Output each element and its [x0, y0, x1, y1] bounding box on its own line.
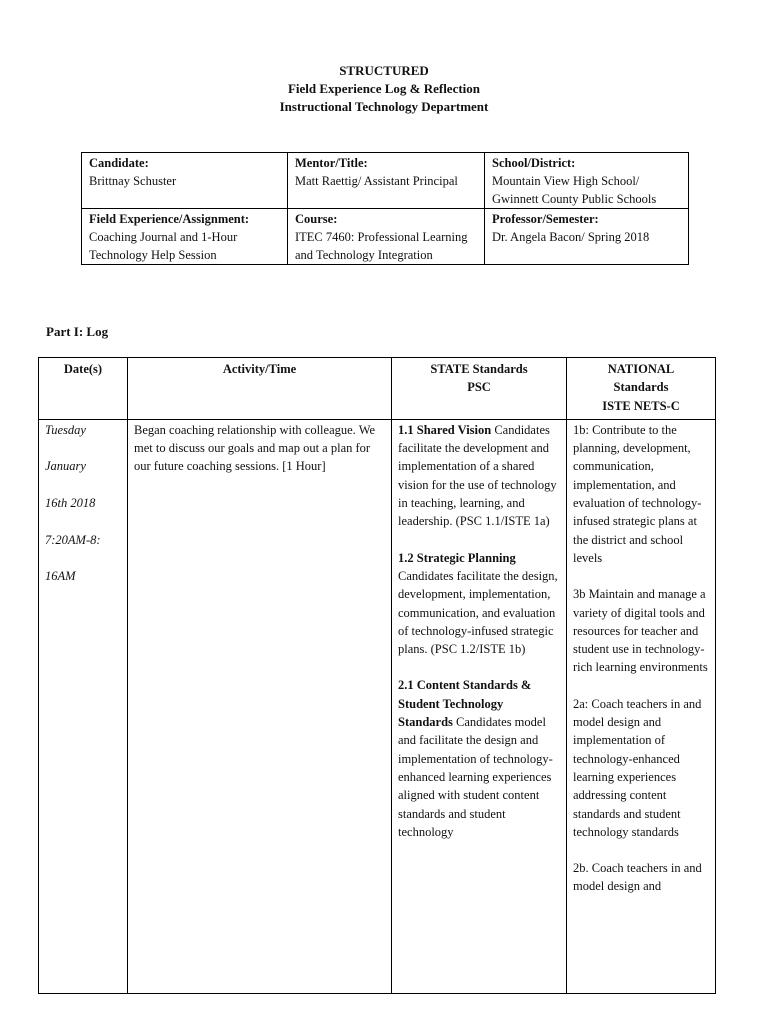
state-standards-cell: [392, 419, 567, 993]
professor-value: Dr. Angela Bacon/ Spring 2018: [492, 230, 650, 244]
state-header: [392, 358, 567, 420]
date-cell: [39, 419, 128, 993]
national-standard: 1b: Contribute to the planning, development, communication, implementation, and evaluation of technology-infused strategic plans at the district and school levels: [573, 422, 702, 565]
activity-cell: [128, 419, 392, 993]
log-table: [38, 357, 716, 994]
course-cell: [288, 209, 485, 265]
activity-header-label: Activity/Time: [222, 362, 297, 376]
field-cell: [82, 209, 288, 265]
state-standard: [398, 549, 560, 659]
activity-text: Began coaching relationship with colleague. We met to discuss our goals and map out a plan for our future coaching sessions. [1 Hour]: [134, 422, 376, 474]
national-standards-cell: [567, 419, 716, 993]
national-header: [567, 358, 716, 420]
national-standard: 2b. Coach teachers in and model design and: [573, 861, 702, 894]
date-line: 16AM: [45, 569, 76, 584]
log-header-row: [39, 358, 716, 420]
school-value: Mountain View High School/ Gwinnett County Public Schools: [492, 174, 657, 206]
course-value: ITEC 7460: Professional Learning and Technology Integration: [295, 230, 468, 262]
dates-header-label: Date(s): [63, 362, 103, 376]
mentor-label: Mentor/Title:: [295, 156, 368, 170]
date-line: Tuesday: [45, 422, 86, 437]
national-header-line-3: ISTE NETS-C: [602, 398, 680, 413]
header-line-1: STRUCTURED: [339, 63, 429, 78]
mentor-cell: [288, 153, 485, 209]
school-cell: [485, 153, 689, 209]
date-line: January: [45, 459, 86, 474]
state-standard: [398, 676, 560, 841]
professor-label: Professor/Semester:: [492, 212, 599, 226]
dates-header: [39, 358, 128, 420]
state-standard-text: Candidates model and facilitate the design and implementation of technology-enhanced learning experiences aligned with student content standards and student technology: [398, 715, 553, 839]
info-row-1: [82, 153, 689, 209]
activity-header: [128, 358, 392, 420]
candidate-value: Brittnay Schuster: [89, 174, 177, 188]
field-value: Coaching Journal and 1-Hour Technology Help Session: [89, 230, 238, 262]
school-label: School/District:: [492, 156, 576, 170]
state-standard-text: Candidates facilitate the development and implementation of a shared vision for the use of technology in teaching, learning, and leadership. (PSC 1.1/ISTE 1a): [398, 422, 557, 529]
part-title: Part I: Log: [46, 324, 109, 339]
date-line: 7:20AM-8:: [45, 532, 101, 547]
info-row-2: [82, 209, 689, 265]
header-line-3: Instructional Technology Department: [279, 99, 489, 114]
state-standard: [398, 421, 560, 531]
field-label: Field Experience/Assignment:: [89, 212, 250, 226]
national-standard: 3b Maintain and manage a variety of digital tools and resources for teacher and student use in technology-rich learning environments: [573, 587, 708, 675]
national-header-line-1: NATIONAL: [607, 362, 675, 376]
state-standard-title: 2.1 Content Standards & Student Technology Standards: [398, 678, 532, 730]
mentor-value: Matt Raettig/ Assistant Principal: [295, 174, 458, 188]
candidate-label: Candidate:: [89, 156, 149, 170]
state-header-line-2: PSC: [467, 380, 491, 395]
header-line-2: Field Experience Log & Reflection: [287, 81, 481, 96]
course-label: Course:: [295, 212, 338, 226]
national-standard: 2a: Coach teachers in and model design and implementation of technology-enhanced learning experiences addressing content standards and student technology standards: [573, 696, 702, 839]
professor-cell: [485, 209, 689, 265]
state-header-line-1: STATE Standards: [430, 362, 528, 376]
state-standard-title: 1.1 Shared Vision: [398, 422, 492, 437]
state-standard-title: 1.2 Strategic Planning: [398, 550, 516, 565]
candidate-cell: [82, 153, 288, 209]
log-row: [39, 419, 716, 993]
document-header: [0, 62, 768, 116]
info-table: [81, 152, 689, 265]
state-standard-text: Candidates facilitate the design, development, implementation, communication, and evaluation of technology-infused strategic plans. (PSC 1.2/ISTE 1b): [398, 568, 558, 657]
date-line: 16th 2018: [45, 496, 96, 511]
national-header-line-2: Standards: [613, 380, 669, 395]
